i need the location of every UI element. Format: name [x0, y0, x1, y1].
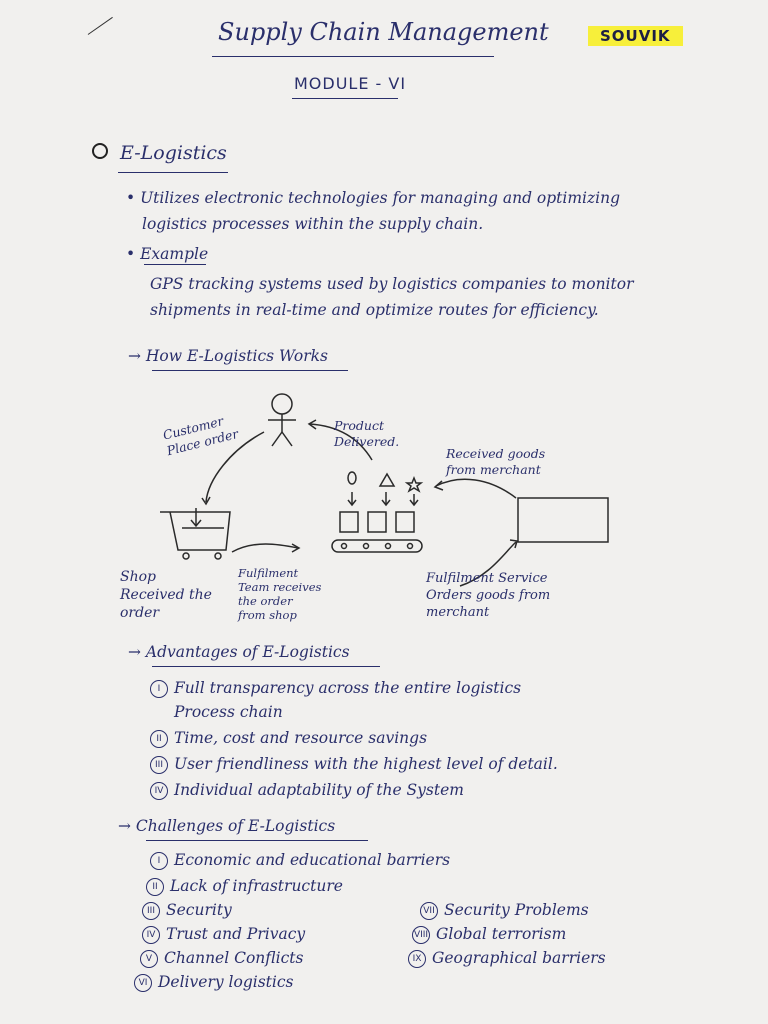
- example-line-1: GPS tracking systems used by logistics companies to monitor: [150, 275, 634, 293]
- label-customer: Customer Place order: [161, 413, 240, 459]
- example-line-2: shipments in real-time and optimize routes for efficiency.: [150, 301, 599, 319]
- definition-line-1: • Utilizes electronic technologies for managing and optimizing: [126, 189, 621, 207]
- author-tag: SOUVIK: [588, 26, 683, 46]
- module-label: MODULE - VI: [294, 74, 407, 93]
- product-triangle-icon: [380, 474, 394, 486]
- label-fulfilment-team: Fulfilment Team receives the order from shop: [238, 566, 322, 622]
- label-product-delivered: Product Delivered.: [334, 418, 400, 449]
- merchant-box-icon: [518, 498, 608, 542]
- challenge-item-9: IX Geographical barriers: [408, 946, 606, 970]
- arrow-merchant-to-conveyor: [436, 479, 516, 498]
- challenge-item-6: VI Delivery logistics: [134, 970, 293, 994]
- advantage-item-4: IV Individual adaptability of the System: [150, 778, 464, 802]
- advantage-item-3: III User friendliness with the highest level of detail.: [150, 752, 558, 776]
- product-circle-icon: [348, 472, 356, 484]
- section-title: E-Logistics: [120, 142, 227, 164]
- challenge-item-7: VII Security Problems: [420, 898, 589, 922]
- challenge-item-5: V Channel Conflicts: [140, 946, 303, 970]
- challenge-item-2: II Lack of infrastructure: [146, 874, 343, 898]
- arrow-shop-to-fulfilment: [232, 544, 298, 552]
- label-fulfilment-service: Fulfilment Service Orders goods from merchant: [426, 571, 551, 620]
- page-title: Supply Chain Management: [218, 18, 549, 46]
- advantages-underline: [152, 666, 380, 667]
- challenges-heading: → Challenges of E-Logistics: [118, 817, 336, 835]
- challenge-item-1: I Economic and educational barriers: [150, 848, 450, 872]
- customer-figure-icon: [272, 394, 292, 414]
- how-it-works-heading: → How E-Logistics Works: [128, 347, 328, 365]
- definition-line-2: logistics processes within the supply chain.: [142, 215, 484, 233]
- label-shop-received: Shop Received the order: [120, 569, 212, 621]
- product-star-icon: [407, 478, 421, 491]
- label-received-goods: Received goods from merchant: [446, 446, 546, 477]
- example-label: • Example: [126, 245, 209, 263]
- advantage-item-1: I Full transparency across the entire logistics: [150, 676, 521, 700]
- advantage-item-1-cont: Process chain: [174, 703, 283, 721]
- challenge-item-8: VIII Global terrorism: [413, 925, 567, 943]
- challenge-item-3: III Security: [142, 898, 232, 922]
- challenges-underline: [146, 840, 368, 841]
- challenge-item-4: IV Trust and Privacy: [142, 922, 305, 946]
- shopping-cart-icon: [160, 508, 230, 559]
- advantages-heading: → Advantages of E-Logistics: [128, 643, 350, 661]
- advantage-item-2: II Time, cost and resource savings: [150, 726, 427, 750]
- conveyor-belt-icon: [332, 512, 422, 552]
